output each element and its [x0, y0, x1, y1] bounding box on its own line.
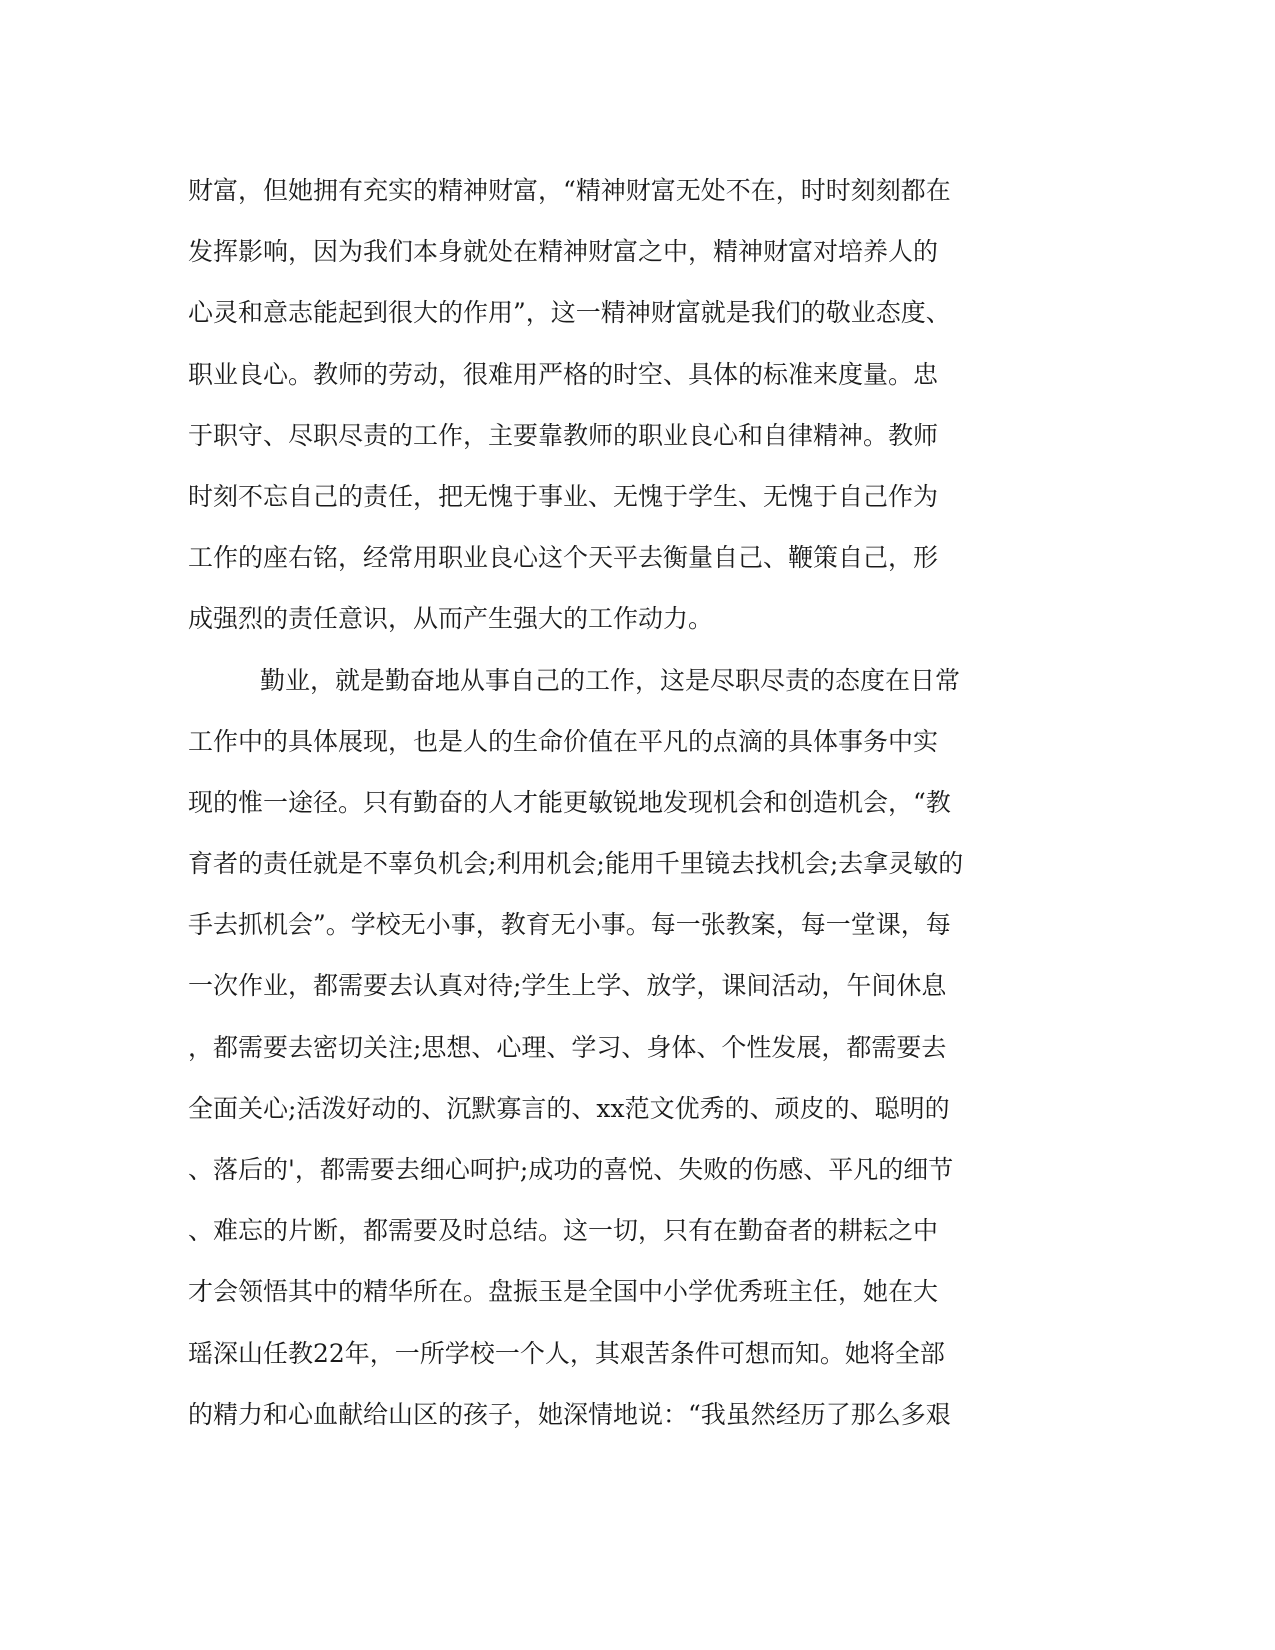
text-line: 全面关心;活泼好动的、沉默寡言的、xx范文优秀的、顽皮的、聪明的: [188, 1093, 950, 1123]
text-line: 心灵和意志能起到很大的作用”，这一精神财富就是我们的敬业态度、: [188, 298, 951, 328]
text-line: 财富，但她拥有充实的精神财富，“精神财富无处不在，时时刻刻都在: [188, 176, 951, 205]
text-line: 发挥影响，因为我们本身就处在精神财富之中，精神财富对培养人的: [188, 237, 939, 267]
text-line: 一次作业，都需要去认真对待;学生上学、放学，课间活动，午间休息: [188, 971, 947, 1001]
text-line: 现的惟一途径。只有勤奋的人才能更敏锐地发现机会和创造机会，“教: [188, 787, 951, 817]
text-line: 育者的责任就是不辜负机会;利用机会;能用千里镜去找机会;去拿灵敏的: [188, 849, 964, 879]
text-line: 、难忘的片断，都需要及时总结。这一切，只有在勤奋者的耕耘之中: [188, 1216, 939, 1246]
text-line: 、落后的'，都需要去细心呵护;成功的喜悦、失败的伤感、平凡的细节: [188, 1155, 954, 1184]
text-line: 才会领悟其中的精华所在。盘振玉是全国中小学优秀班主任，她在大: [188, 1277, 939, 1307]
paragraph-start-line: 勤业，就是勤奋地从事自己的工作，这是尽职尽责的态度在日常: [260, 665, 961, 695]
text-line: ，都需要去密切关注;思想、心理、学习、身体、个性发展，都需要去: [188, 1032, 947, 1062]
text-line: 工作中的具体展现，也是人的生命价值在平凡的点滴的具体事务中实: [188, 726, 939, 756]
text-line: 职业良心。教师的劳动，很难用严格的时空、具体的标准来度量。忠: [188, 359, 939, 389]
body-text: [188, 160, 1088, 1445]
text-line: 的精力和心血献给山区的孩子，她深情地说：“我虽然经历了那么多艰: [188, 1399, 951, 1429]
text-line: 成强烈的责任意识，从而产生强大的工作动力。: [188, 604, 714, 634]
text-line: 时刻不忘自己的责任，把无愧于事业、无愧于学生、无愧于自己作为: [188, 481, 939, 511]
text-line: 瑶深山任教22年，一所学校一个人，其艰苦条件可想而知。她将全部: [188, 1338, 945, 1368]
text-line: 工作的座右铭，经常用职业良心这个天平去衡量自己、鞭策自己，形: [188, 543, 939, 573]
text-line: 于职守、尽职尽责的工作，主要靠教师的职业良心和自律精神。教师: [188, 420, 939, 450]
text-line: 手去抓机会”。学校无小事，教育无小事。每一张教案，每一堂课，每: [188, 910, 951, 940]
